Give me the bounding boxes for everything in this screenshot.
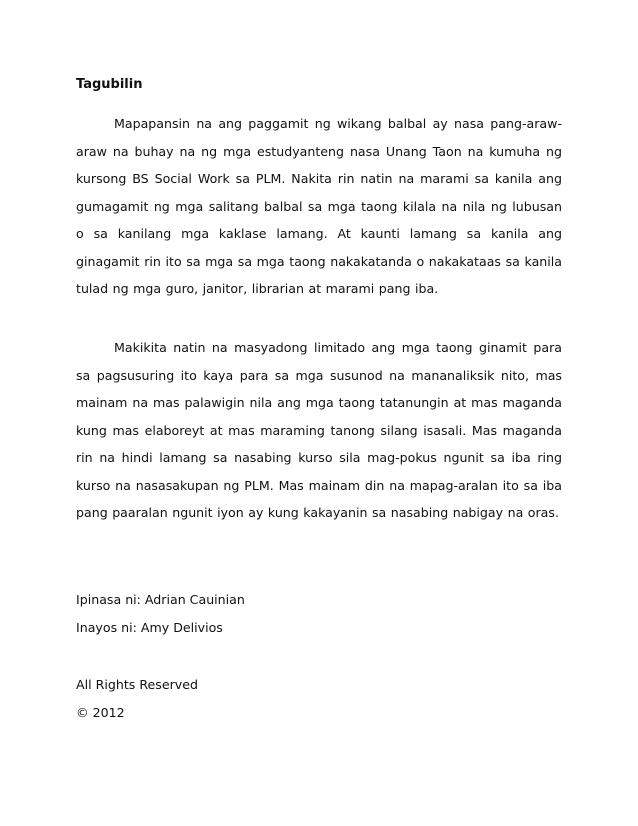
paragraph-1: Mapapansin na ang paggamit ng wikang balbal ay nasa pang-araw-araw na buhay na ng mga estudyanteng nasa Unang Taon na kumuha ng kursong BS Social Work sa PLM. Nakita rin natin na marami sa kanila ang gumagamit ng mga salitang balbal sa mga taong kilala na nila ng lubusan o sa kanilang mga kaklase lamang. At kaunti lamang sa kanila ang ginagamit rin ito sa mga sa mga taong nakakatanda o nakakataas sa kanila tulad ng mga guro, janitor, librarian at marami pang iba. — [76, 116, 562, 296]
rights-line: All Rights Reserved — [76, 677, 198, 692]
document-heading: Tagubilin — [76, 77, 143, 92]
edited-by-line: Inayos ni: Amy Delivios — [76, 620, 223, 635]
copyright-line — [76, 705, 125, 721]
submitted-by-line: Ipinasa ni: Adrian Cauinian — [76, 592, 245, 607]
copyright-year: 2012 — [92, 705, 125, 720]
paragraph-2: Makikita natin na masyadong limitado ang mga taong ginamit para sa pagsusuring ito kaya para sa mga susunod na mananaliksik nito, mas mainam na mas palawigin nila ang mga taong tatanungin at mas maganda kung mas elaboreyt at mas maraming tanong silang isasali. Mas maganda rin na hindi lamang sa nasabing kurso sila mag-pokus ngunit sa iba ring kurso na nasasakupan ng PLM. Mas mainam din na mapag-aralan ito sa iba pang paaralan ngunit iyon ay kung kakayanin sa nasabing nabigay na oras. — [76, 340, 562, 520]
copyright-icon: © — [76, 705, 89, 720]
